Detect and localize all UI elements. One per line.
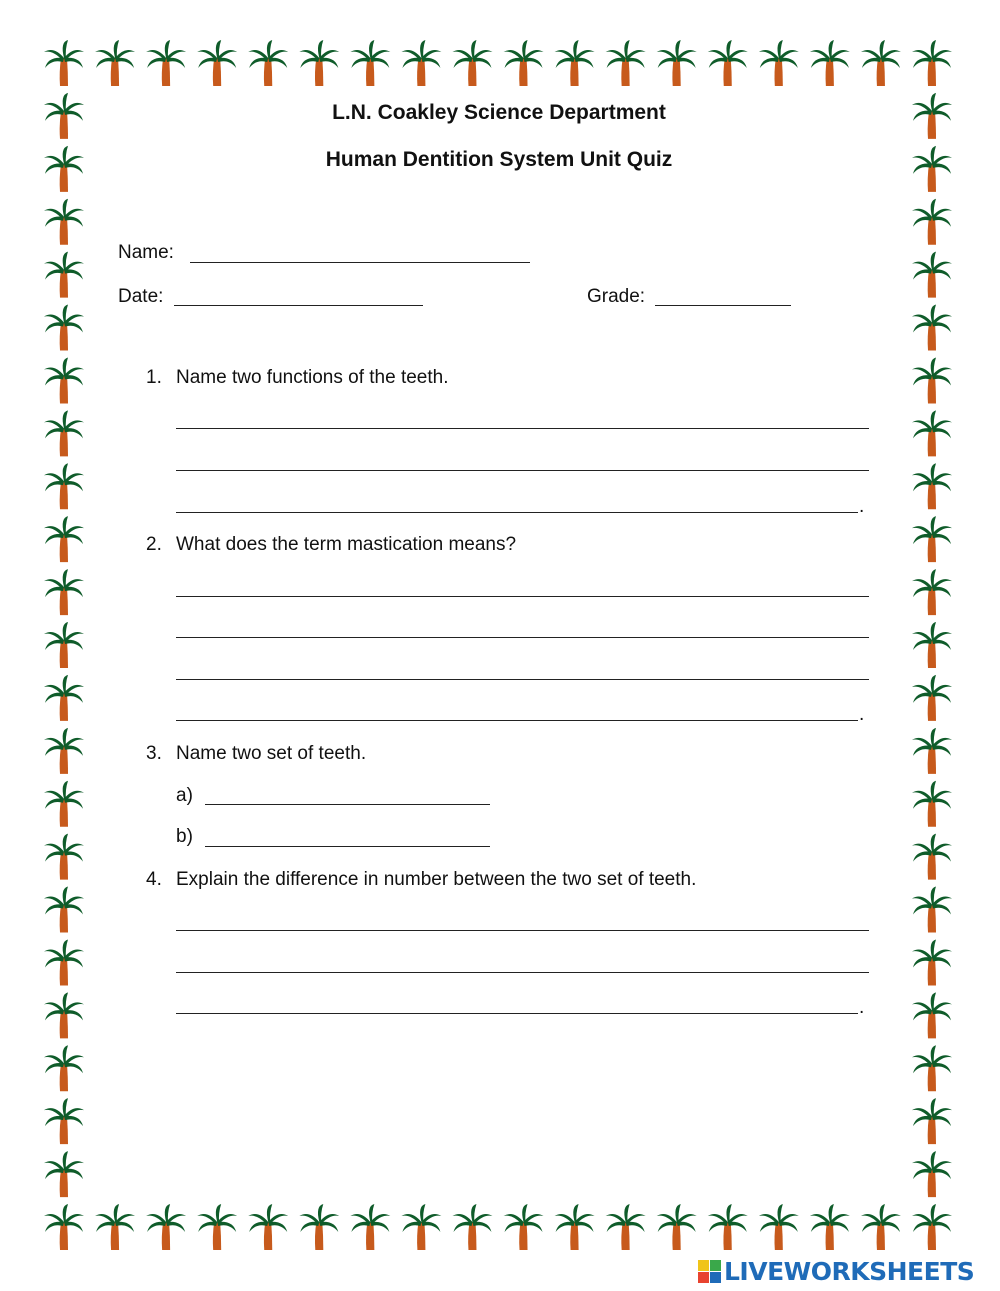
palm-tree-icon (401, 40, 441, 86)
answer-line[interactable] (176, 930, 869, 931)
palm-tree-icon (657, 1204, 697, 1250)
palm-tree-icon (912, 357, 952, 403)
question-text: What does the term mastication means? (176, 534, 517, 555)
answer-line-b[interactable] (205, 846, 490, 847)
palm-tree-icon (44, 1098, 84, 1144)
sub-item-label-a: a) (176, 785, 193, 806)
answer-line[interactable] (176, 679, 869, 680)
liveworksheets-watermark (698, 1256, 974, 1286)
palm-tree-icon (504, 40, 544, 86)
answer-line-a[interactable] (205, 804, 490, 805)
palm-tree-icon (810, 40, 850, 86)
palm-tree-icon (606, 1204, 646, 1250)
answer-line[interactable] (176, 720, 858, 721)
palm-tree-icon (759, 1204, 799, 1250)
question-number: 3. (146, 743, 162, 764)
palm-tree-icon (248, 40, 288, 86)
palm-tree-icon (759, 40, 799, 86)
grade-field[interactable] (655, 305, 791, 306)
palm-tree-icon (44, 834, 84, 880)
palm-tree-icon (44, 1045, 84, 1091)
palm-tree-icon (44, 939, 84, 985)
answer-line[interactable] (176, 512, 858, 513)
palm-tree-icon (44, 463, 84, 509)
palm-tree-icon (248, 1204, 288, 1250)
palm-tree-icon (44, 569, 84, 615)
palm-tree-icon (44, 781, 84, 827)
palm-tree-icon (912, 1045, 952, 1091)
liveworksheets-logo-icon (698, 1260, 721, 1283)
palm-tree-icon (350, 1204, 390, 1250)
palm-tree-icon (912, 569, 952, 615)
palm-tree-icon (912, 1204, 952, 1250)
palm-tree-icon (299, 1204, 339, 1250)
line-end-period: . (859, 704, 865, 725)
palm-tree-icon (912, 675, 952, 721)
palm-tree-icon (44, 728, 84, 774)
answer-line[interactable] (176, 428, 869, 429)
palm-tree-icon (912, 728, 952, 774)
palm-tree-icon (708, 40, 748, 86)
answer-line[interactable] (176, 637, 869, 638)
palm-tree-icon (912, 252, 952, 298)
sub-item-label-b: b) (176, 826, 193, 847)
palm-tree-icon (810, 1204, 850, 1250)
palm-tree-icon (912, 463, 952, 509)
palm-tree-icon (912, 992, 952, 1038)
line-end-period: . (859, 496, 865, 517)
question-number: 1. (146, 367, 162, 388)
palm-tree-icon (452, 40, 492, 86)
palm-tree-icon (912, 939, 952, 985)
answer-line[interactable] (176, 596, 869, 597)
palm-tree-icon (350, 40, 390, 86)
date-field[interactable] (174, 305, 423, 306)
grade-label: Grade: (587, 286, 646, 307)
palm-tree-icon (912, 410, 952, 456)
palm-tree-icon (44, 305, 84, 351)
palm-tree-icon (95, 1204, 135, 1250)
palm-tree-icon (606, 40, 646, 86)
palm-tree-icon (44, 992, 84, 1038)
palm-tree-icon (44, 40, 84, 86)
palm-tree-icon (44, 1204, 84, 1250)
date-label: Date: (118, 286, 164, 307)
question-number: 4. (146, 869, 162, 890)
question-text: Explain the difference in number between the two set of teeth. (176, 869, 697, 890)
watermark-text: LIVEWORKSHEETS (724, 1256, 975, 1286)
line-end-period: . (859, 997, 865, 1018)
answer-line[interactable] (176, 1013, 858, 1014)
palm-tree-icon (197, 1204, 237, 1250)
palm-tree-icon (912, 1098, 952, 1144)
department-title: L.N. Coakley Science Department (332, 101, 666, 124)
palm-tree-icon (912, 834, 952, 880)
answer-line[interactable] (176, 972, 869, 973)
palm-tree-icon (555, 40, 595, 86)
palm-tree-icon (146, 1204, 186, 1250)
palm-tree-icon (197, 40, 237, 86)
palm-tree-icon (912, 887, 952, 933)
palm-tree-icon (44, 887, 84, 933)
palm-tree-icon (657, 40, 697, 86)
palm-tree-icon (44, 410, 84, 456)
palm-tree-icon (861, 1204, 901, 1250)
palm-tree-icon (912, 305, 952, 351)
palm-tree-icon (555, 1204, 595, 1250)
palm-tree-icon (44, 1151, 84, 1197)
palm-tree-icon (912, 1151, 952, 1197)
palm-tree-icon (912, 516, 952, 562)
palm-tree-icon (452, 1204, 492, 1250)
palm-tree-icon (401, 1204, 441, 1250)
palm-tree-icon (44, 622, 84, 668)
palm-tree-icon (299, 40, 339, 86)
palm-tree-icon (912, 622, 952, 668)
palm-tree-icon (708, 1204, 748, 1250)
palm-tree-icon (44, 357, 84, 403)
palm-tree-icon (44, 252, 84, 298)
palm-tree-icon (146, 40, 186, 86)
question-text: Name two set of teeth. (176, 743, 367, 764)
quiz-title: Human Dentition System Unit Quiz (325, 148, 673, 171)
palm-tree-icon (44, 516, 84, 562)
palm-tree-icon (44, 199, 84, 245)
answer-line[interactable] (176, 470, 869, 471)
question-text: Name two functions of the teeth. (176, 367, 449, 388)
name-field[interactable] (190, 262, 530, 263)
palm-tree-icon (504, 1204, 544, 1250)
name-label: Name: (118, 242, 174, 263)
palm-tree-icon (912, 781, 952, 827)
palm-tree-icon (912, 40, 952, 86)
palm-tree-icon (861, 40, 901, 86)
palm-tree-icon (912, 199, 952, 245)
palm-tree-icon (44, 675, 84, 721)
palm-tree-icon (95, 40, 135, 86)
question-number: 2. (146, 534, 162, 555)
